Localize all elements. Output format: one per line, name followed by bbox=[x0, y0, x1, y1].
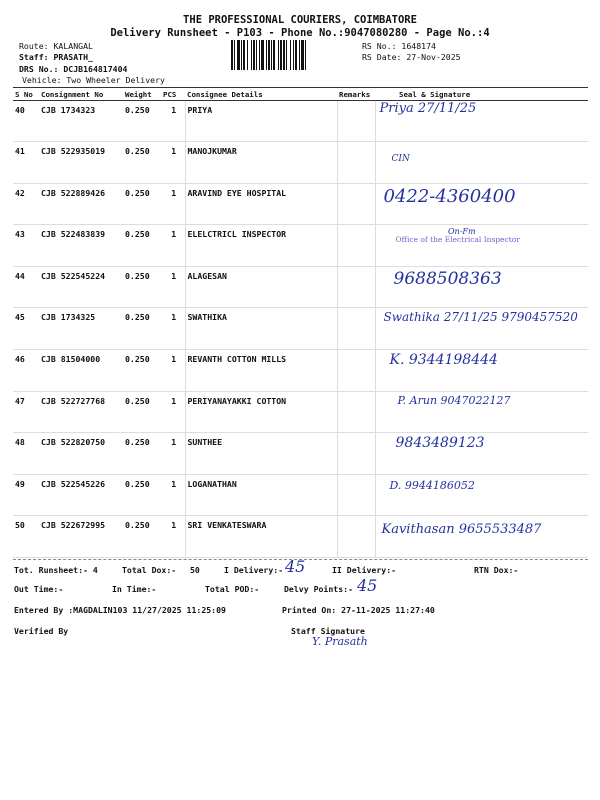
row-consignment-no: CJB 522935019 bbox=[39, 142, 123, 184]
row-consignment-no: CJB 1734325 bbox=[39, 308, 123, 350]
staff-signature-label: Staff Signature bbox=[291, 626, 365, 636]
row-sno: 45 bbox=[13, 308, 39, 350]
row-pcs: 1 bbox=[161, 433, 185, 475]
row-consignment-no: CJB 522545224 bbox=[39, 266, 123, 308]
row-pcs: 1 bbox=[161, 474, 185, 516]
staff-signature-ink: Y. Prasath bbox=[312, 635, 368, 648]
row-consignee: ALAGESAN bbox=[185, 266, 337, 308]
row-seal-signature bbox=[375, 474, 588, 516]
row-weight: 0.250 bbox=[123, 142, 161, 184]
table-row bbox=[13, 474, 588, 516]
row-seal-signature bbox=[375, 183, 588, 225]
row-consignment-no: CJB 522820750 bbox=[39, 433, 123, 475]
row-remarks bbox=[337, 308, 375, 350]
delvy-points-label: Delvy Points:- bbox=[284, 584, 354, 594]
table-row bbox=[13, 516, 588, 558]
row-consignment-no: CJB 1734323 bbox=[39, 100, 123, 142]
entered-by: Entered By :MAGDALIN103 11/27/2025 11:25:09 bbox=[14, 605, 226, 615]
row-remarks bbox=[337, 350, 375, 392]
total-dox-value: 50 bbox=[190, 565, 200, 575]
row-consignee: PERIYANAYAKKI COTTON bbox=[185, 391, 337, 433]
row-pcs: 1 bbox=[161, 225, 185, 267]
delvy-points-value: 45 bbox=[357, 576, 378, 595]
row-remarks bbox=[337, 225, 375, 267]
row-sno: 49 bbox=[13, 474, 39, 516]
col-seal-signature: Seal & Signature bbox=[375, 89, 588, 100]
row-pcs: 1 bbox=[161, 308, 185, 350]
row-remarks bbox=[337, 391, 375, 433]
row-weight: 0.250 bbox=[123, 433, 161, 475]
i-delivery-label: I Delivery:- bbox=[224, 565, 284, 575]
row-pcs: 1 bbox=[161, 142, 185, 184]
header-rule bbox=[13, 87, 588, 88]
table-row bbox=[13, 350, 588, 392]
total-pod-label: Total POD:- bbox=[205, 584, 260, 594]
row-pcs: 1 bbox=[161, 391, 185, 433]
signature-ink: 0422-4360400 bbox=[383, 185, 516, 207]
printed-on: Printed On: 27-11-2025 11:27:40 bbox=[282, 605, 435, 615]
row-sno: 40 bbox=[13, 100, 39, 142]
table-row bbox=[13, 142, 588, 184]
col-consignment: Consignment No bbox=[39, 89, 123, 100]
row-weight: 0.250 bbox=[123, 183, 161, 225]
row-consignee: ARAVIND EYE HOSPITAL bbox=[185, 183, 337, 225]
signature-ink: CIN bbox=[391, 154, 410, 165]
row-weight: 0.250 bbox=[123, 516, 161, 558]
row-seal-signature bbox=[375, 433, 588, 475]
table-header-row bbox=[13, 89, 588, 100]
row-weight: 0.250 bbox=[123, 100, 161, 142]
signature-ink: Swathika 27/11/25 9790457520 bbox=[383, 310, 578, 325]
row-consignment-no: CJB 522727768 bbox=[39, 391, 123, 433]
row-consignee: ELELCTRICL INSPECTOR bbox=[185, 225, 337, 267]
table-row bbox=[13, 308, 588, 350]
signature-ink: D. 9944186052 bbox=[389, 478, 475, 492]
row-consignee: MANOJKUMAR bbox=[185, 142, 337, 184]
row-remarks bbox=[337, 433, 375, 475]
row-sno: 43 bbox=[13, 225, 39, 267]
row-pcs: 1 bbox=[161, 266, 185, 308]
row-sno: 46 bbox=[13, 350, 39, 392]
verified-by: Verified By bbox=[14, 626, 69, 636]
row-weight: 0.250 bbox=[123, 225, 161, 267]
table-row bbox=[13, 433, 588, 475]
row-consignment-no: CJB 522545226 bbox=[39, 474, 123, 516]
row-consignee: PRIYA bbox=[185, 100, 337, 142]
table-row bbox=[13, 183, 588, 225]
runsheet-subtitle: Delivery Runsheet - P103 - Phone No.:9047080280 - Page No.:4 bbox=[110, 27, 490, 39]
row-sno: 41 bbox=[13, 142, 39, 184]
row-remarks bbox=[337, 183, 375, 225]
row-seal-signature bbox=[375, 350, 588, 392]
signature-ink: 9688508363 bbox=[393, 268, 502, 289]
signature-ink: P. Arun 9047022127 bbox=[397, 393, 511, 407]
col-pcs: PCS bbox=[161, 89, 185, 100]
row-consignment-no: CJB 522672995 bbox=[39, 516, 123, 558]
row-pcs: 1 bbox=[161, 100, 185, 142]
row-seal-signature bbox=[375, 100, 588, 142]
signature-ink: 9843489123 bbox=[395, 435, 485, 452]
ii-delivery-label: II Delivery:- bbox=[332, 565, 397, 575]
vehicle-label: Vehicle: Two Wheeler Delivery bbox=[22, 75, 165, 85]
row-weight: 0.250 bbox=[123, 266, 161, 308]
signature-ink: Priya 27/11/25 bbox=[379, 100, 477, 116]
row-pcs: 1 bbox=[161, 183, 185, 225]
stamp-top-text: On-Fm bbox=[448, 227, 476, 236]
col-sno: S No bbox=[13, 89, 39, 100]
row-weight: 0.250 bbox=[123, 474, 161, 516]
signature-ink: Kavithasan 9655533487 bbox=[381, 522, 542, 538]
signature-ink: Office of the Electrical Inspector bbox=[395, 235, 520, 245]
table-row bbox=[13, 225, 588, 267]
row-weight: 0.250 bbox=[123, 308, 161, 350]
row-sno: 50 bbox=[13, 516, 39, 558]
row-seal-signature bbox=[375, 266, 588, 308]
col-remarks: Remarks bbox=[337, 89, 375, 100]
row-seal-signature bbox=[375, 225, 588, 267]
rs-number: RS No.: 1648174 bbox=[362, 41, 436, 51]
row-consignment-no: CJB 81504000 bbox=[39, 350, 123, 392]
row-sno: 47 bbox=[13, 391, 39, 433]
runsheet-table bbox=[13, 89, 588, 558]
row-consignee: REVANTH COTTON MILLS bbox=[185, 350, 337, 392]
row-consignment-no: CJB 522483839 bbox=[39, 225, 123, 267]
row-consignee: SWATHIKA bbox=[185, 308, 337, 350]
row-remarks bbox=[337, 266, 375, 308]
drs-label: DRS No.: DCJB164817404 bbox=[19, 64, 128, 74]
tot-runsheet: Tot. Runsheet:- 4 bbox=[14, 565, 98, 575]
rtn-dox-label: RTN Dox:- bbox=[474, 565, 519, 575]
row-pcs: 1 bbox=[161, 516, 185, 558]
total-dox-label: Total Dox:- bbox=[122, 565, 177, 575]
row-consignee: SUNTHEE bbox=[185, 433, 337, 475]
route-label: Route: KALANGAL bbox=[19, 41, 93, 51]
col-consignee: Consignee Details bbox=[185, 89, 337, 100]
in-time-label: In Time:- bbox=[112, 584, 157, 594]
table-row bbox=[13, 266, 588, 308]
row-seal-signature bbox=[375, 516, 588, 558]
row-seal-signature bbox=[375, 142, 588, 184]
row-sno: 42 bbox=[13, 183, 39, 225]
row-weight: 0.250 bbox=[123, 391, 161, 433]
row-sno: 48 bbox=[13, 433, 39, 475]
row-pcs: 1 bbox=[161, 350, 185, 392]
rs-date: RS Date: 27-Nov-2025 bbox=[362, 52, 461, 62]
row-seal-signature bbox=[375, 308, 588, 350]
out-time-label: Out Time:- bbox=[14, 584, 64, 594]
table-row bbox=[13, 100, 588, 142]
row-weight: 0.250 bbox=[123, 350, 161, 392]
row-remarks bbox=[337, 100, 375, 142]
row-consignee: LOGANATHAN bbox=[185, 474, 337, 516]
row-remarks bbox=[337, 142, 375, 184]
company-title: THE PROFESSIONAL COURIERS, COIMBATORE bbox=[183, 14, 417, 26]
signature-ink: K. 9344198444 bbox=[389, 352, 498, 369]
i-delivery-value: 45 bbox=[285, 557, 306, 576]
row-remarks bbox=[337, 516, 375, 558]
row-remarks bbox=[337, 474, 375, 516]
row-sno: 44 bbox=[13, 266, 39, 308]
staff-label: Staff: PRASATH_ bbox=[19, 52, 93, 62]
table-row bbox=[13, 391, 588, 433]
row-seal-signature bbox=[375, 391, 588, 433]
col-weight: Weight bbox=[123, 89, 161, 100]
row-consignment-no: CJB 522889426 bbox=[39, 183, 123, 225]
barcode-image bbox=[231, 40, 359, 70]
row-consignee: SRI VENKATESWARA bbox=[185, 516, 337, 558]
